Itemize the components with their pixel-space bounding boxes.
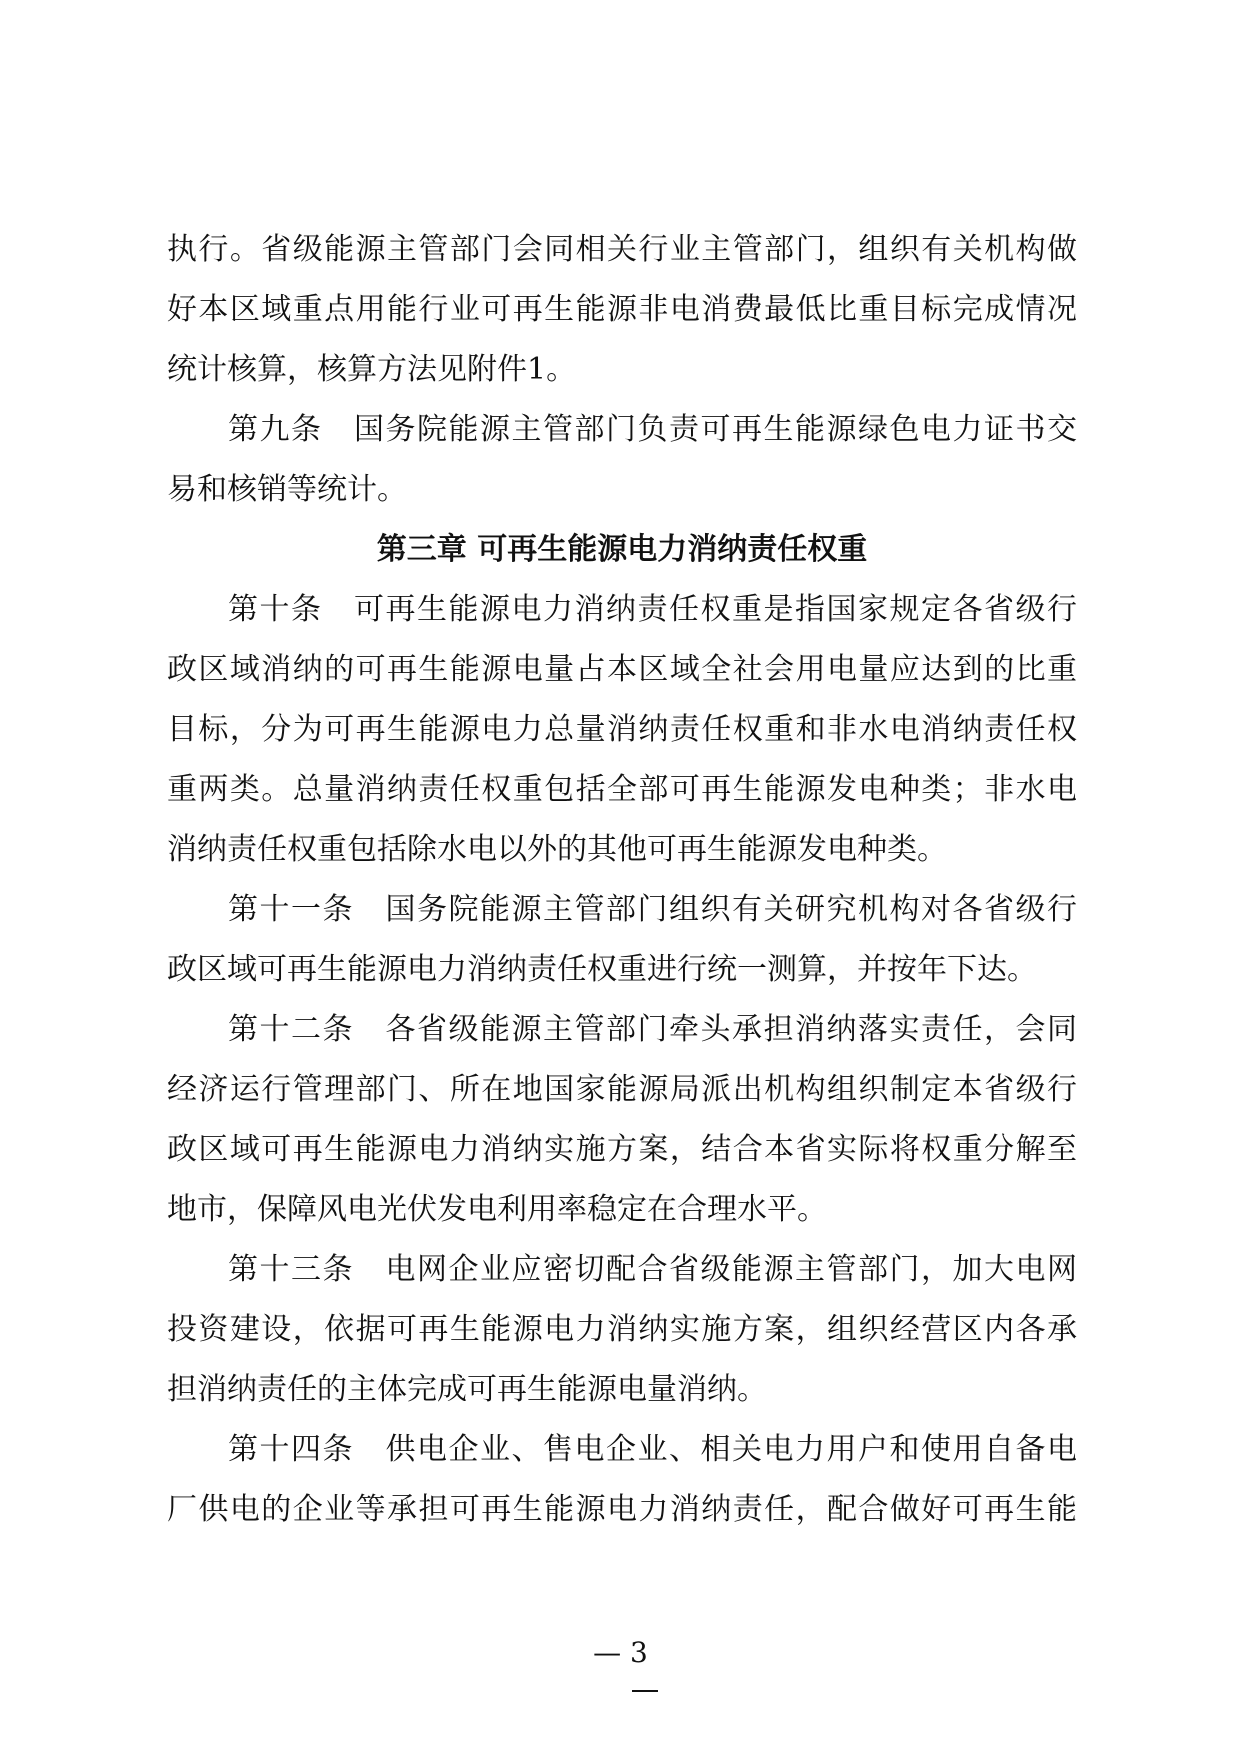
article-14-line: 第十四条 供电企业、售电企业、相关电力用户和使用自备电	[228, 1432, 1077, 1467]
article-13-line: 第十三条 电网企业应密切配合省级能源主管部门，加大电网	[228, 1252, 1077, 1287]
page-number: — 3	[593, 1636, 648, 1669]
article-10-line: 第十条 可再生能源电力消纳责任权重是指国家规定各省级行	[228, 592, 1077, 627]
text-line: 投资建设，依据可再生能源电力消纳实施方案，组织经营区内各承	[167, 1312, 1077, 1347]
text-line: 厂供电的企业等承担可再生能源电力消纳责任，配合做好可再生能	[167, 1492, 1077, 1527]
text-line: 好本区域重点用能行业可再生能源非电消费最低比重目标完成情况	[167, 292, 1077, 327]
text-line: 政区域可再生能源电力消纳实施方案，结合本省实际将权重分解至	[167, 1132, 1077, 1167]
text-line: 执行。省级能源主管部门会同相关行业主管部门，组织有关机构做	[167, 232, 1077, 267]
text-line: 政区域消纳的可再生能源电量占本区域全社会用电量应达到的比重	[167, 652, 1077, 687]
text-line: 目标，分为可再生能源电力总量消纳责任权重和非水电消纳责任权	[167, 712, 1077, 747]
article-11-line: 第十一条 国务院能源主管部门组织有关研究机构对各省级行	[228, 892, 1077, 927]
text-line: 消纳责任权重包括除水电以外的其他可再生能源发电种类。	[167, 832, 947, 867]
chapter-heading: 第三章 可再生能源电力消纳责任权重	[376, 532, 868, 567]
article-9-line: 第九条 国务院能源主管部门负责可再生能源绿色电力证书交	[228, 412, 1077, 447]
text-line: 统计核算，核算方法见附件1。	[167, 352, 577, 387]
page-number-dash	[632, 1690, 658, 1692]
text-line: 易和核销等统计。	[167, 472, 407, 507]
article-12-line: 第十二条 各省级能源主管部门牵头承担消纳落实责任，会同	[228, 1012, 1077, 1047]
text-line: 地市，保障风电光伏发电利用率稳定在合理水平。	[167, 1192, 827, 1227]
text-line: 政区域可再生能源电力消纳责任权重进行统一测算，并按年下达。	[167, 952, 1037, 987]
text-line: 经济运行管理部门、所在地国家能源局派出机构组织制定本省级行	[167, 1072, 1077, 1107]
text-line: 担消纳责任的主体完成可再生能源电量消纳。	[167, 1372, 767, 1407]
text-line: 重两类。总量消纳责任权重包括全部可再生能源发电种类；非水电	[167, 772, 1077, 807]
body-text	[167, 220, 1077, 1540]
